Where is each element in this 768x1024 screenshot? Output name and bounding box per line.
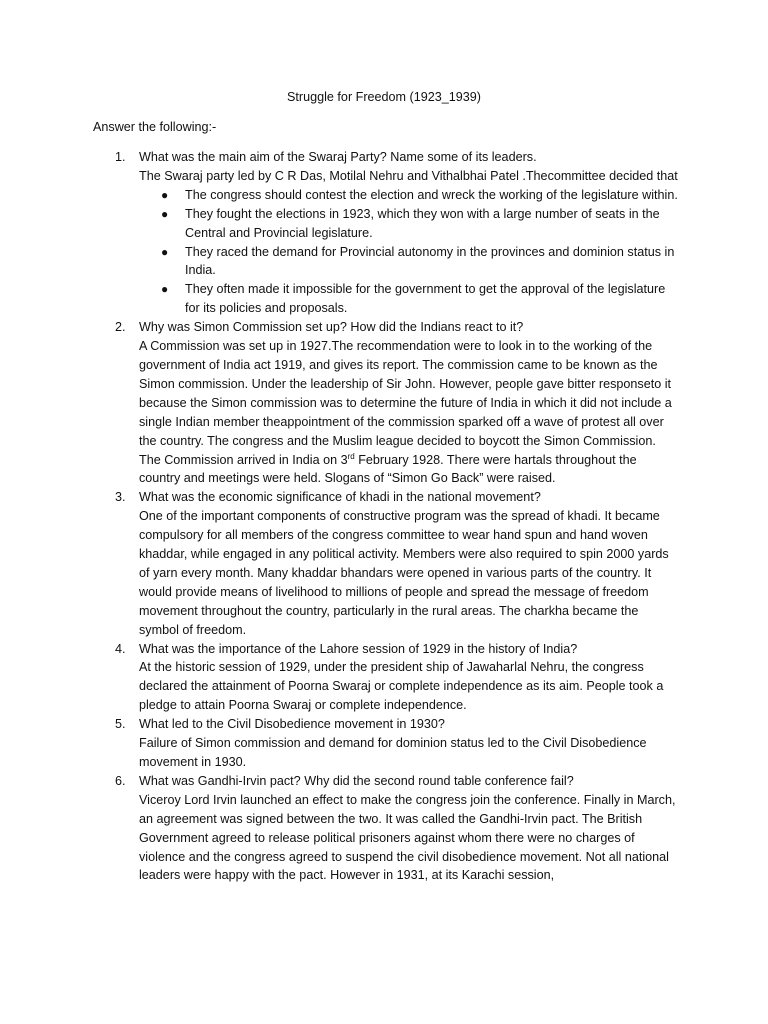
question-text: What was the economic significance of khadi in the national movement? — [139, 490, 541, 505]
bullet-text: They raced the demand for Provincial autonomy in the provinces and dominion status in India. — [185, 244, 675, 278]
bullet-text: The congress should contest the election and wreck the working of the legislature within. — [185, 187, 678, 202]
question-item-5 — [115, 715, 679, 772]
question-text: What led to the Civil Disobedience movement in 1930? — [139, 717, 445, 732]
bullet-icon: ● — [161, 282, 169, 297]
answer-text-part: February 1928. There were hartals throughout the country and meetings were held. Slogans of “Simon Go Back” were raised. — [139, 452, 637, 486]
answer-text-part: A Commission was set up in 1927.The recommendation were to look in to the working of the government of India act 1919, and gives its report. The commission came to be known as the Simon commission. Under the leadership of Sir John. However, people gave bitter responseto it because the Simon commission was to determine the future of India in which it did not include a single Indian member theappointment of the commission sparked off a wave of protest all over the country. The congress and the Muslim league decided to boycott the Simon Commission. The Commission arrived in India on 3 — [139, 339, 672, 467]
bullet-text: They often made it impossible for the government to get the approval of the legislature for its policies and proposals. — [185, 282, 666, 316]
bullet-item — [161, 243, 679, 281]
question-number: 5. — [115, 717, 126, 732]
bullet-icon: ● — [161, 206, 169, 221]
question-text: What was the main aim of the Swaraj Party? Name some of its leaders. — [139, 150, 537, 164]
answer-text: At the historic session of 1929, under the president ship of Jawaharlal Nehru, the congress declared the attainment of Poorna Swaraj or complete independence as its aim. People took a pledge to attain Poorna Swaraj or complete independence. — [139, 660, 664, 713]
answer-text: The Swaraj party led by C R Das, Motilal Nehru and Vithalbhai Patel .Thecommittee decided that — [139, 168, 678, 183]
question-number: 2. — [115, 320, 126, 335]
question-number: 6. — [115, 773, 126, 788]
question-item-3 — [115, 488, 679, 639]
question-number: 4. — [115, 641, 126, 656]
bullet-icon: ● — [161, 187, 169, 202]
answer-text: One of the important components of constructive program was the spread of khadi. It became compulsory for all members of the congress committee to wear hand spun and hand woven khaddar, while engaged in any political activity. Members were also required to spin 2000 yards of yarn every month. Many khaddar bhandars were opened in various parts of the country. It would provide means of livelihood to millions of people and spread the message of freedom movement throughout the country, particularly in the rural areas. The charkha became the symbol of freedom. — [139, 509, 669, 637]
bullet-text: They fought the elections in 1923, which they won with a large number of seats in the Central and Provincial legislature. — [185, 206, 660, 240]
answer-text — [139, 337, 679, 488]
question-text: What was the importance of the Lahore session of 1929 in the history of India? — [139, 641, 578, 656]
answer-bullet-list — [139, 186, 679, 318]
question-number: 1. — [115, 150, 126, 164]
question-list — [115, 148, 679, 885]
bullet-item — [161, 280, 679, 318]
ordinal-suffix: rd — [347, 451, 355, 461]
instructions: Answer the following:- — [93, 120, 217, 134]
bullet-item — [161, 186, 679, 205]
question-item-4 — [115, 640, 679, 716]
question-text: Why was Simon Commission set up? How did the Indians react to it? — [139, 320, 524, 335]
question-text: What was Gandhi-Irvin pact? Why did the second round table conference fail? — [139, 773, 574, 788]
question-number: 3. — [115, 490, 126, 505]
answer-text: Failure of Simon commission and demand for dominion status led to the Civil Disobedience movement in 1930. — [139, 736, 647, 769]
bullet-item — [161, 205, 679, 243]
question-item-2 — [115, 318, 679, 488]
answer-text: Viceroy Lord Irvin launched an effect to make the congress join the conference. Finally in March, an agreement was signed between the two. It was called the Gandhi-Irvin pact. The British Government agreed to release political prisoners against whom there were no charges of violence and the congress agreed to suspend the civil disobedience movement. Not all national leaders were happy with the pact. However in 1931, at its Karachi session, — [139, 792, 676, 883]
question-item-6 — [115, 772, 679, 885]
bullet-icon: ● — [161, 244, 169, 259]
question-item-1 — [115, 148, 679, 318]
page-title: Struggle for Freedom (1923_1939) — [287, 90, 481, 104]
